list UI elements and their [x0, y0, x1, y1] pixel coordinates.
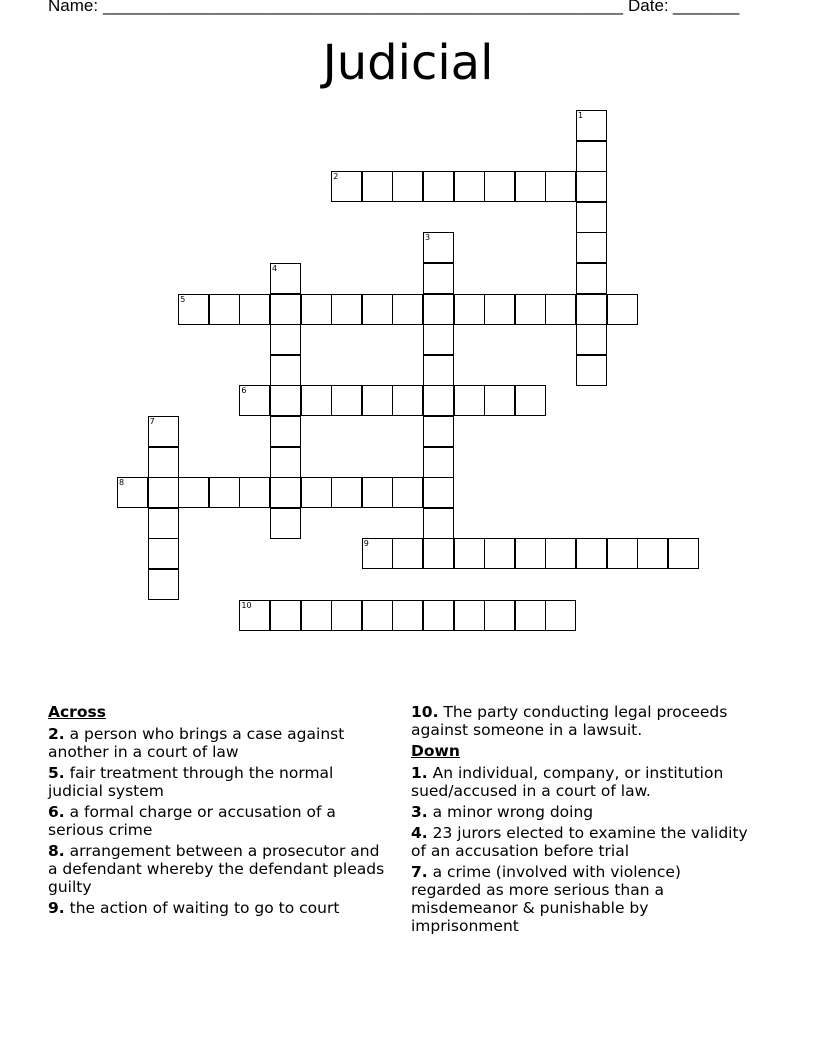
grid-cell[interactable]: [209, 294, 240, 325]
clue-number-label: 6: [241, 386, 247, 396]
grid-cell[interactable]: [301, 477, 332, 508]
clue-number: 1.: [411, 764, 428, 782]
grid-cell[interactable]: [270, 385, 301, 416]
grid-cell[interactable]: [423, 416, 454, 447]
grid-cell[interactable]: [331, 600, 362, 631]
grid-cell[interactable]: [484, 294, 515, 325]
name-label: Name:: [48, 0, 99, 15]
grid-cell[interactable]: [423, 538, 454, 569]
clue-down-4: [411, 824, 756, 860]
grid-cell[interactable]: [270, 263, 301, 294]
clue-down-1: [411, 764, 756, 800]
clue-number-label: 1: [578, 111, 584, 120]
grid-cell[interactable]: [576, 263, 607, 294]
clue-number-label: 8: [119, 478, 125, 488]
grid-cell[interactable]: [423, 477, 454, 508]
grid-cell[interactable]: [423, 355, 454, 386]
clue-number-label: 2: [333, 172, 339, 182]
grid-cell[interactable]: [148, 569, 179, 600]
clue-text: a formal charge or accusation of a serious crime: [48, 803, 336, 839]
page-title: Judicial: [322, 35, 494, 91]
clue-number-label: 10: [241, 600, 252, 610]
grid-cell[interactable]: [270, 294, 301, 325]
grid-cell[interactable]: [423, 324, 454, 355]
grid-cell[interactable]: [148, 477, 179, 508]
clue-number: 7.: [411, 863, 428, 881]
grid-cell[interactable]: [484, 385, 515, 416]
grid-cell[interactable]: [423, 508, 454, 539]
grid-cell[interactable]: [301, 385, 332, 416]
grid-cell[interactable]: [331, 294, 362, 325]
clue-text: The party conducting legal proceeds against someone in a lawsuit.: [411, 703, 728, 739]
clue-text: fair treatment through the normal judicial system: [48, 764, 334, 800]
clue-number-label: 5: [180, 294, 186, 304]
clue-text: the action of waiting to go to court: [64, 899, 340, 917]
clue-number: 2.: [48, 725, 65, 743]
grid-cell[interactable]: [545, 171, 576, 202]
grid-cell[interactable]: [331, 171, 362, 202]
grid-cell[interactable]: [454, 385, 485, 416]
grid-cell[interactable]: [362, 477, 393, 508]
grid-cell[interactable]: [270, 477, 301, 508]
grid-cell[interactable]: [423, 385, 454, 416]
grid-cell[interactable]: [362, 385, 393, 416]
grid-cell[interactable]: [423, 171, 454, 202]
grid-cell[interactable]: [576, 141, 607, 172]
grid-cell[interactable]: [270, 355, 301, 386]
grid-cell[interactable]: [148, 416, 179, 447]
grid-cell[interactable]: [362, 171, 393, 202]
clue-text: a crime (involved with violence) regarded as more serious than a misdemeanor & punishable by imprisonment: [411, 863, 681, 935]
clue-number: 6.: [48, 803, 65, 821]
grid-cell[interactable]: [668, 538, 699, 569]
grid-cell[interactable]: [454, 294, 485, 325]
grid-cell[interactable]: [301, 600, 332, 631]
grid-cell[interactable]: [270, 508, 301, 539]
clue-number-label: 3: [425, 233, 431, 243]
across-heading: Across: [48, 703, 106, 721]
grid-cell[interactable]: [392, 600, 423, 631]
grid-cell[interactable]: [484, 538, 515, 569]
clue-number: 8.: [48, 842, 65, 860]
grid-cell[interactable]: [576, 324, 607, 355]
grid-cell[interactable]: [423, 263, 454, 294]
clue-across-9: [48, 899, 393, 917]
clue-number: 3.: [411, 803, 428, 821]
grid-cell[interactable]: [148, 508, 179, 539]
grid-cell[interactable]: [423, 447, 454, 478]
grid-cell[interactable]: [392, 538, 423, 569]
clues-left-column: [48, 703, 393, 920]
clue-across-8: [48, 842, 393, 896]
grid-cell[interactable]: [545, 294, 576, 325]
grid-cell[interactable]: [392, 477, 423, 508]
clue-number: 5.: [48, 764, 65, 782]
grid-cell[interactable]: [454, 538, 485, 569]
grid-cell[interactable]: [515, 294, 546, 325]
grid-cell[interactable]: [423, 294, 454, 325]
grid-cell[interactable]: [545, 538, 576, 569]
grid-cell[interactable]: [515, 385, 546, 416]
down-heading: Down: [411, 742, 460, 760]
grid-cell[interactable]: [576, 110, 607, 141]
grid-cell[interactable]: [270, 416, 301, 447]
grid-cell[interactable]: [331, 385, 362, 416]
grid-cell[interactable]: [209, 477, 240, 508]
grid-cell[interactable]: [362, 294, 393, 325]
grid-cell[interactable]: [178, 477, 209, 508]
grid-cell[interactable]: [576, 202, 607, 233]
grid-cell[interactable]: [392, 294, 423, 325]
grid-cell[interactable]: [270, 447, 301, 478]
grid-cell[interactable]: [301, 294, 332, 325]
grid-cell[interactable]: [576, 294, 607, 325]
clue-number-label: 4: [272, 264, 278, 273]
clue-across-5: [48, 764, 393, 800]
grid-cell[interactable]: [515, 538, 546, 569]
grid-cell[interactable]: [454, 600, 485, 631]
grid-cell[interactable]: [454, 171, 485, 202]
clue-text: arrangement between a prosecutor and a defendant whereby the defendant pleads guilty: [48, 842, 385, 896]
grid-cell[interactable]: [362, 538, 393, 569]
grid-cell[interactable]: [239, 294, 270, 325]
clue-text: a minor wrong doing: [427, 803, 594, 821]
clue-across-2: [48, 725, 393, 761]
grid-cell[interactable]: [178, 294, 209, 325]
grid-cell[interactable]: [148, 447, 179, 478]
clue-number-label: 9: [363, 539, 369, 549]
grid-cell[interactable]: [392, 171, 423, 202]
clue-text: 23 jurors elected to examine the validity of an accusation before trial: [411, 824, 748, 860]
grid-cell[interactable]: [576, 355, 607, 386]
clue-down-3: [411, 803, 756, 821]
grid-cell[interactable]: [423, 600, 454, 631]
grid-cell[interactable]: [331, 477, 362, 508]
clue-across-6: [48, 803, 393, 839]
name-blank: _______________________________________________________: [103, 0, 624, 15]
grid-cell[interactable]: [239, 477, 270, 508]
grid-cell[interactable]: [392, 385, 423, 416]
grid-cell[interactable]: [576, 232, 607, 263]
clues-right-column: [411, 703, 756, 938]
grid-cell[interactable]: [545, 600, 576, 631]
clue-number-label: 7: [149, 417, 155, 426]
clue-text: An individual, company, or institution sued/accused in a court of law.: [411, 764, 724, 800]
grid-cell[interactable]: [239, 600, 270, 631]
grid-cell[interactable]: [484, 171, 515, 202]
date-blank: _______: [673, 0, 740, 15]
grid-cell[interactable]: [270, 324, 301, 355]
grid-cell[interactable]: [362, 600, 393, 631]
clue-number: 10.: [411, 703, 439, 721]
clue-number: 9.: [48, 899, 65, 917]
clue-number: 4.: [411, 824, 428, 842]
grid-cell[interactable]: [637, 538, 668, 569]
grid-cell[interactable]: [270, 600, 301, 631]
grid-cell[interactable]: [148, 538, 179, 569]
grid-cell[interactable]: [515, 171, 546, 202]
grid-cell[interactable]: [484, 600, 515, 631]
grid-cell[interactable]: [607, 538, 638, 569]
clue-across-10: [411, 703, 756, 739]
clue-text: a person who brings a case against another in a court of law: [48, 725, 345, 761]
grid-cell[interactable]: [576, 538, 607, 569]
clue-down-7: [411, 863, 756, 935]
grid-cell[interactable]: [576, 171, 607, 202]
grid-cell[interactable]: [239, 385, 270, 416]
grid-cell[interactable]: [607, 294, 638, 325]
date-label: Date:: [628, 0, 669, 15]
grid-cell[interactable]: [423, 232, 454, 263]
grid-cell[interactable]: [117, 477, 148, 508]
grid-cell[interactable]: [515, 600, 546, 631]
